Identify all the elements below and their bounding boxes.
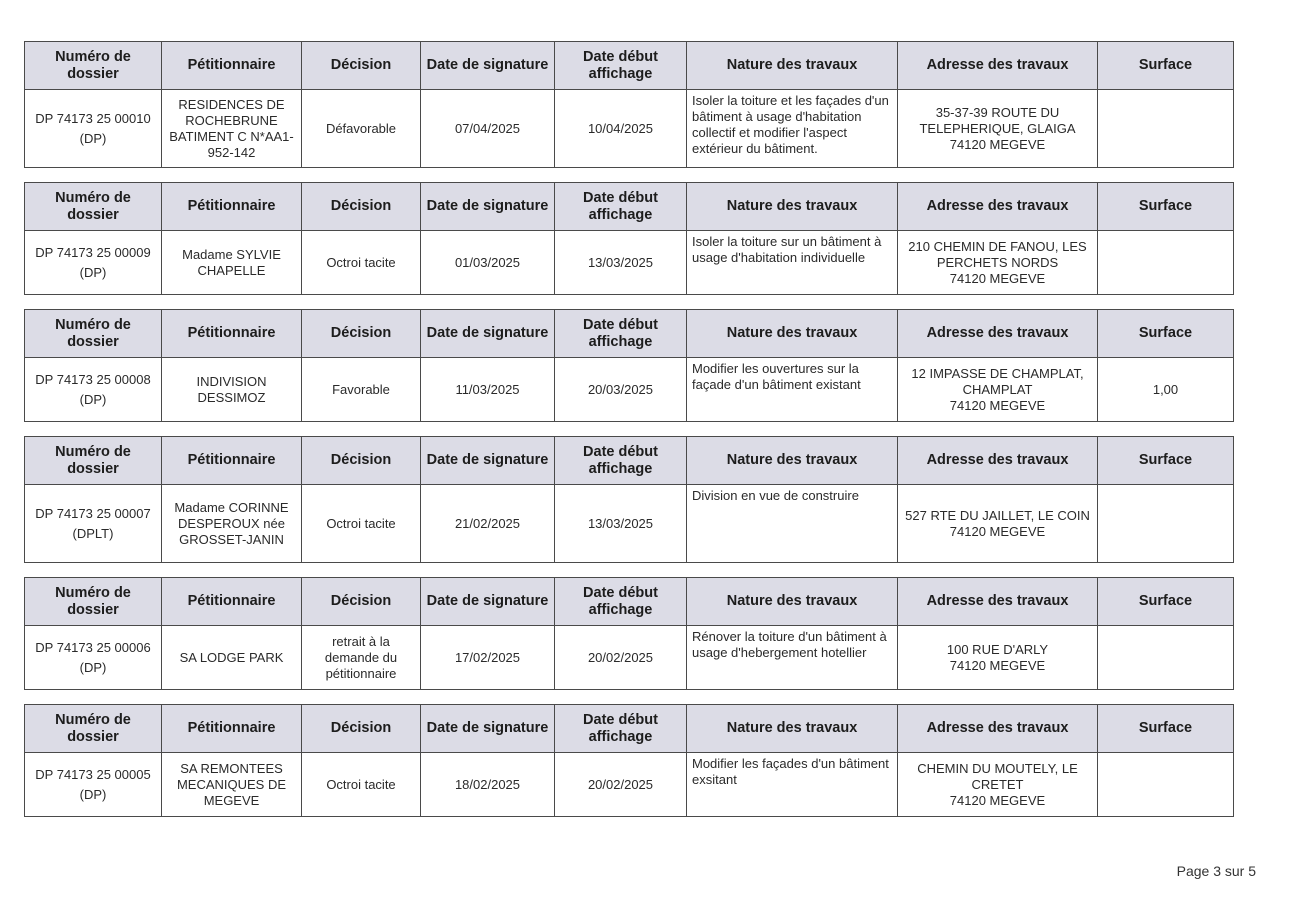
cell-adresse [898, 231, 1098, 295]
header-nature: Nature des travaux [687, 42, 898, 90]
cell-numero [25, 90, 162, 168]
records-list [24, 41, 1233, 831]
cell-numero [25, 753, 162, 817]
cell-date-signature: 01/03/2025 [421, 231, 555, 295]
header-decision: Décision [302, 42, 421, 90]
cell-date-affichage: 20/02/2025 [555, 626, 687, 690]
cell-adresse [898, 753, 1098, 817]
cell-nature: Isoler la toiture sur un bâtiment à usage d'habitation individuelle [687, 231, 898, 295]
header-surface: Surface [1098, 578, 1234, 626]
cell-nature: Isoler la toiture et les façades d'un bâtiment à usage d'habitation collectif et modifier l'aspect extérieur du bâtiment. [687, 90, 898, 168]
record-table [24, 577, 1234, 690]
header-row [25, 705, 1234, 753]
header-nature: Nature des travaux [687, 437, 898, 485]
header-row [25, 310, 1234, 358]
header-date-signature: Date de signature [421, 437, 555, 485]
header-date-signature: Date de signature [421, 578, 555, 626]
cell-adresse [898, 90, 1098, 168]
dossier-number: DP 74173 25 00010 [35, 110, 151, 126]
header-numero: Numéro de dossier [25, 705, 162, 753]
header-petitionnaire: Pétitionnaire [162, 705, 302, 753]
dossier-number: DP 74173 25 00008 [35, 371, 151, 387]
header-nature: Nature des travaux [687, 310, 898, 358]
header-numero: Numéro de dossier [25, 437, 162, 485]
page-number: Page 3 sur 5 [1176, 863, 1256, 879]
header-petitionnaire: Pétitionnaire [162, 437, 302, 485]
header-date-affichage: Date début affichage [555, 42, 687, 90]
header-adresse: Adresse des travaux [898, 437, 1098, 485]
header-decision: Décision [302, 437, 421, 485]
header-adresse: Adresse des travaux [898, 310, 1098, 358]
header-row [25, 437, 1234, 485]
cell-date-affichage: 13/03/2025 [555, 231, 687, 295]
header-numero: Numéro de dossier [25, 310, 162, 358]
cell-surface: 1,00 [1098, 358, 1234, 422]
cell-surface [1098, 90, 1234, 168]
header-numero: Numéro de dossier [25, 578, 162, 626]
cell-date-affichage: 10/04/2025 [555, 90, 687, 168]
address-city: 74120 MEGEVE [949, 270, 1046, 286]
cell-surface [1098, 626, 1234, 690]
cell-date-affichage: 20/02/2025 [555, 753, 687, 817]
cell-decision: retrait à la demande du pétitionnaire [302, 626, 421, 690]
header-surface: Surface [1098, 437, 1234, 485]
header-row [25, 183, 1234, 231]
cell-surface [1098, 485, 1234, 563]
header-date-affichage: Date début affichage [555, 183, 687, 231]
cell-nature: Rénover la toiture d'un bâtiment à usage d'hebergement hotellier [687, 626, 898, 690]
cell-date-affichage: 13/03/2025 [555, 485, 687, 563]
address-city: 74120 MEGEVE [949, 397, 1046, 413]
header-date-affichage: Date début affichage [555, 437, 687, 485]
dossier-number: DP 74173 25 00005 [35, 766, 151, 782]
cell-petitionnaire: RESIDENCES DE ROCHEBRUNE BATIMENT C N*AA1-952-142 [162, 90, 302, 168]
header-decision: Décision [302, 183, 421, 231]
cell-petitionnaire: SA REMONTEES MECANIQUES DE MEGEVE [162, 753, 302, 817]
cell-petitionnaire: Madame SYLVIE CHAPELLE [162, 231, 302, 295]
cell-numero [25, 485, 162, 563]
cell-adresse [898, 485, 1098, 563]
header-date-affichage: Date début affichage [555, 310, 687, 358]
cell-decision: Favorable [302, 358, 421, 422]
header-date-affichage: Date début affichage [555, 578, 687, 626]
table-row [25, 626, 1234, 690]
dossier-number: DP 74173 25 00007 [35, 505, 151, 521]
address-street: 100 RUE D'ARLY [946, 641, 1049, 657]
header-petitionnaire: Pétitionnaire [162, 578, 302, 626]
dossier-number: DP 74173 25 00009 [35, 244, 151, 260]
record-table [24, 41, 1234, 168]
cell-decision: Octroi tacite [302, 231, 421, 295]
header-row [25, 42, 1234, 90]
header-surface: Surface [1098, 310, 1234, 358]
header-nature: Nature des travaux [687, 705, 898, 753]
cell-petitionnaire: INDIVISION DESSIMOZ [162, 358, 302, 422]
record-table [24, 182, 1234, 295]
cell-nature: Modifier les façades d'un bâtiment exsitant [687, 753, 898, 817]
cell-numero [25, 626, 162, 690]
header-decision: Décision [302, 578, 421, 626]
table-row [25, 358, 1234, 422]
cell-date-signature: 07/04/2025 [421, 90, 555, 168]
header-adresse: Adresse des travaux [898, 42, 1098, 90]
address-street: 527 RTE DU JAILLET, LE COIN [905, 507, 1090, 523]
header-decision: Décision [302, 310, 421, 358]
cell-date-signature: 11/03/2025 [421, 358, 555, 422]
dossier-type: (DP) [79, 786, 107, 802]
cell-decision: Octroi tacite [302, 485, 421, 563]
cell-numero [25, 358, 162, 422]
cell-numero [25, 231, 162, 295]
dossier-type: (DP) [79, 659, 107, 675]
header-adresse: Adresse des travaux [898, 183, 1098, 231]
header-surface: Surface [1098, 705, 1234, 753]
address-city: 74120 MEGEVE [949, 657, 1046, 673]
table-row [25, 753, 1234, 817]
cell-nature: Division en vue de construire [687, 485, 898, 563]
cell-surface [1098, 231, 1234, 295]
cell-nature: Modifier les ouvertures sur la façade d'un bâtiment existant [687, 358, 898, 422]
cell-decision: Octroi tacite [302, 753, 421, 817]
dossier-type: (DP) [79, 264, 107, 280]
header-date-signature: Date de signature [421, 705, 555, 753]
header-nature: Nature des travaux [687, 183, 898, 231]
header-date-signature: Date de signature [421, 310, 555, 358]
header-surface: Surface [1098, 183, 1234, 231]
cell-date-affichage: 20/03/2025 [555, 358, 687, 422]
cell-adresse [898, 358, 1098, 422]
header-nature: Nature des travaux [687, 578, 898, 626]
cell-petitionnaire: Madame CORINNE DESPEROUX née GROSSET-JANIN [162, 485, 302, 563]
cell-date-signature: 18/02/2025 [421, 753, 555, 817]
header-surface: Surface [1098, 42, 1234, 90]
header-decision: Décision [302, 705, 421, 753]
cell-petitionnaire: SA LODGE PARK [162, 626, 302, 690]
cell-adresse [898, 626, 1098, 690]
address-city: 74120 MEGEVE [949, 136, 1046, 152]
table-row [25, 231, 1234, 295]
header-date-signature: Date de signature [421, 42, 555, 90]
address-street: 12 IMPASSE DE CHAMPLAT, CHAMPLAT [911, 365, 1084, 397]
header-date-signature: Date de signature [421, 183, 555, 231]
cell-surface [1098, 753, 1234, 817]
address-city: 74120 MEGEVE [949, 792, 1046, 808]
header-numero: Numéro de dossier [25, 42, 162, 90]
address-street: 210 CHEMIN DE FANOU, LES PERCHETS NORDS [908, 238, 1087, 270]
cell-date-signature: 17/02/2025 [421, 626, 555, 690]
header-row [25, 578, 1234, 626]
cell-date-signature: 21/02/2025 [421, 485, 555, 563]
header-numero: Numéro de dossier [25, 183, 162, 231]
address-street: 35-37-39 ROUTE DU TELEPHERIQUE, GLAIGA [919, 104, 1076, 136]
record-table [24, 309, 1234, 422]
table-row [25, 485, 1234, 563]
dossier-type: (DPLT) [72, 525, 114, 541]
cell-decision: Défavorable [302, 90, 421, 168]
header-petitionnaire: Pétitionnaire [162, 42, 302, 90]
table-row [25, 90, 1234, 168]
record-table [24, 436, 1234, 563]
header-adresse: Adresse des travaux [898, 578, 1098, 626]
header-date-affichage: Date début affichage [555, 705, 687, 753]
header-petitionnaire: Pétitionnaire [162, 310, 302, 358]
dossier-type: (DP) [79, 130, 107, 146]
address-city: 74120 MEGEVE [949, 523, 1046, 539]
record-table [24, 704, 1234, 817]
address-street: CHEMIN DU MOUTELY, LE CRETET [917, 760, 1078, 792]
header-adresse: Adresse des travaux [898, 705, 1098, 753]
dossier-number: DP 74173 25 00006 [35, 639, 151, 655]
dossier-type: (DP) [79, 391, 107, 407]
header-petitionnaire: Pétitionnaire [162, 183, 302, 231]
